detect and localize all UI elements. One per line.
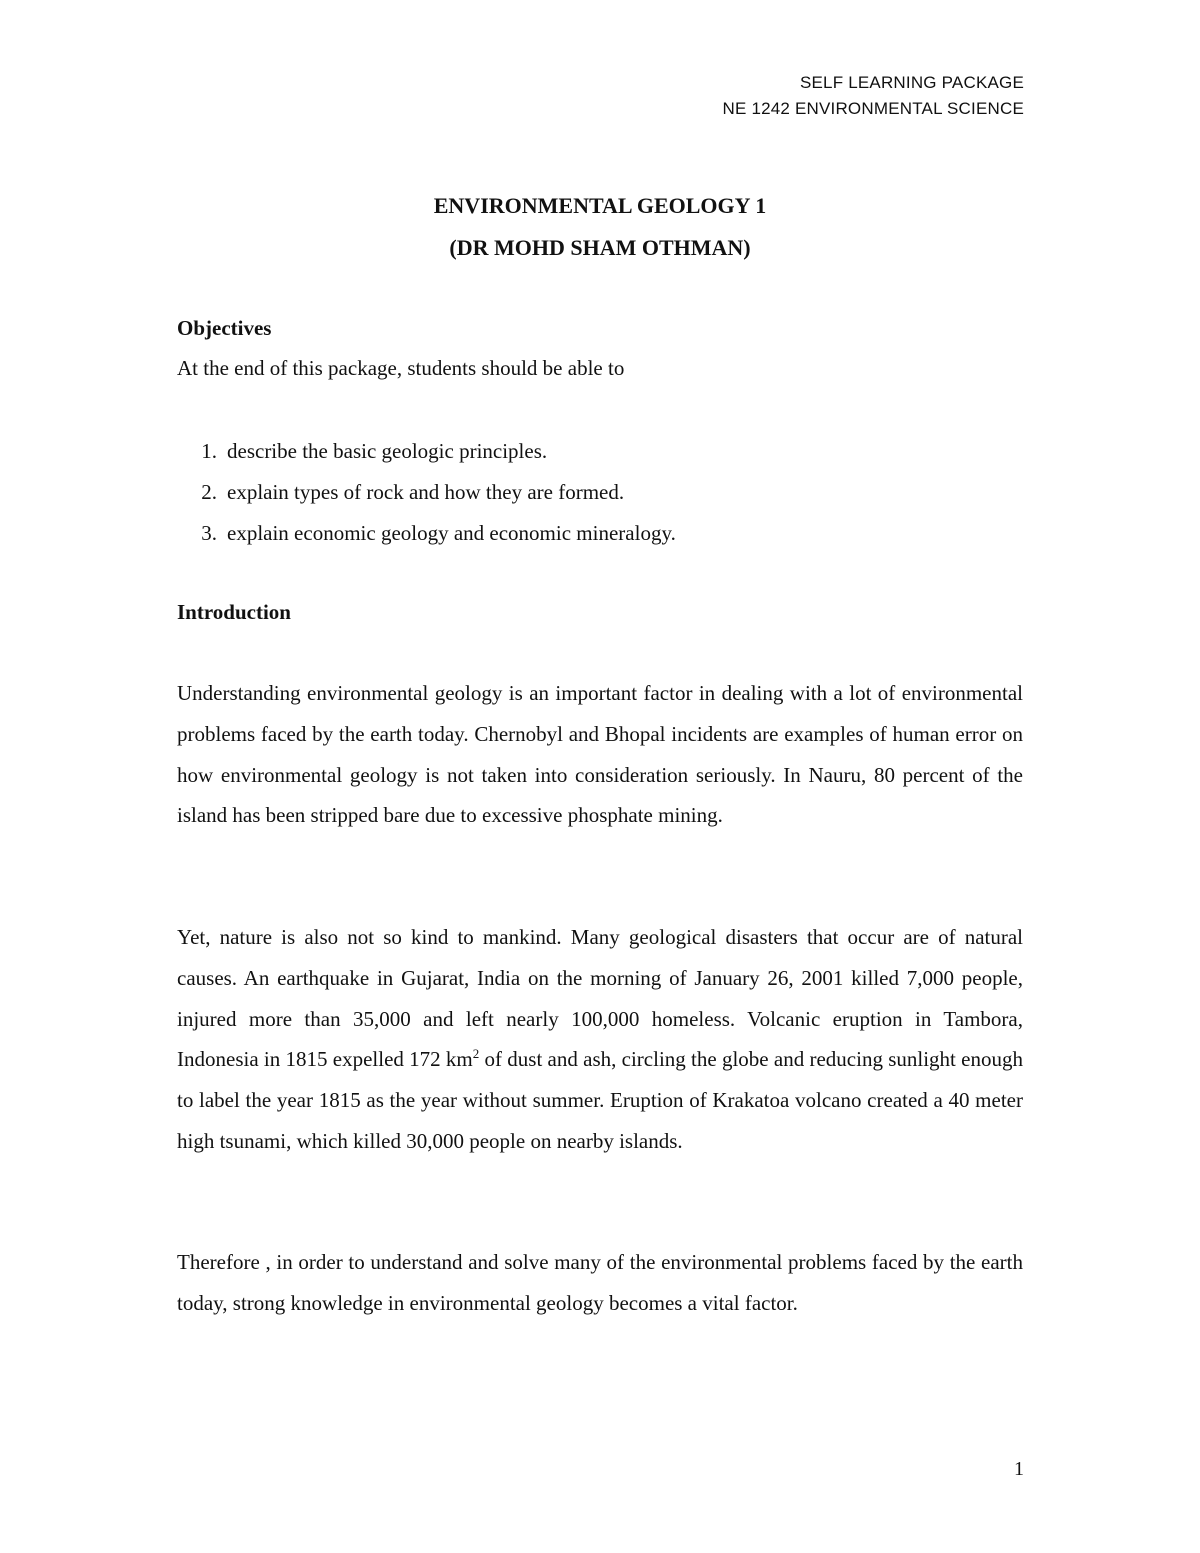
objectives-list (177, 437, 676, 560)
list-item-number: 1. (201, 439, 217, 463)
header-line-1: SELF LEARNING PACKAGE (799, 73, 1024, 92)
list-item (177, 519, 676, 560)
page-number: 1 (1014, 1458, 1024, 1480)
list-item-number: 3. (201, 521, 217, 545)
document-title: ENVIRONMENTAL GEOLOGY 1 (433, 193, 767, 218)
paragraph-text: of dust and ash, circling the globe and reducing sunlight enough to label the year 1815 as the year without summer. Eruption of Krakatoa volcano created a 40 meter high tsunami, which killed 30,000 people on nearby islands. (177, 1047, 1023, 1153)
objectives-heading: Objectives (177, 316, 272, 340)
list-item-text: explain types of rock and how they are formed. (227, 480, 625, 504)
superscript: 2 (472, 1046, 480, 1062)
paragraph-text: Yet, nature is also not so kind to mankind. Many geological disasters that occur are of natural causes. An earthquake in Gujarat, India on the morning of January 26, 2001 killed 7,000 people, injured more than 35,000 and left nearly 100,000 homeless. Volcanic eruption in Tambora, Indonesia in 1815 expelled 172 km (177, 925, 1023, 1072)
page-header (723, 70, 1025, 122)
introduction-heading: Introduction (177, 600, 291, 624)
list-item-text: explain economic geology and economic mineralogy. (227, 521, 676, 545)
intro-paragraph-3: Therefore , in order to understand and solve many of the environmental problems faced by the earth today, strong knowledge in environmental geology becomes a vital factor. (177, 1250, 1023, 1315)
intro-paragraph-1: Understanding environmental geology is an important factor in dealing with a lot of environmental problems faced by the earth today. Chernobyl and Bhopal incidents are examples of human error on how environmental geology is not taken into consideration seriously. In Nauru, 80 percent of the island has been stripped bare due to excessive phosphate mining. (177, 681, 1023, 828)
list-item (177, 478, 676, 519)
objectives-intro: At the end of this package, students should be able to (177, 356, 625, 380)
list-item-number: 2. (201, 480, 217, 504)
intro-paragraph-2 (177, 917, 1023, 1162)
document-author: (DR MOHD SHAM OTHMAN) (449, 235, 751, 260)
header-line-2: NE 1242 ENVIRONMENTAL SCIENCE (722, 99, 1024, 118)
list-item (177, 437, 676, 478)
list-item-text: describe the basic geologic principles. (227, 439, 548, 463)
